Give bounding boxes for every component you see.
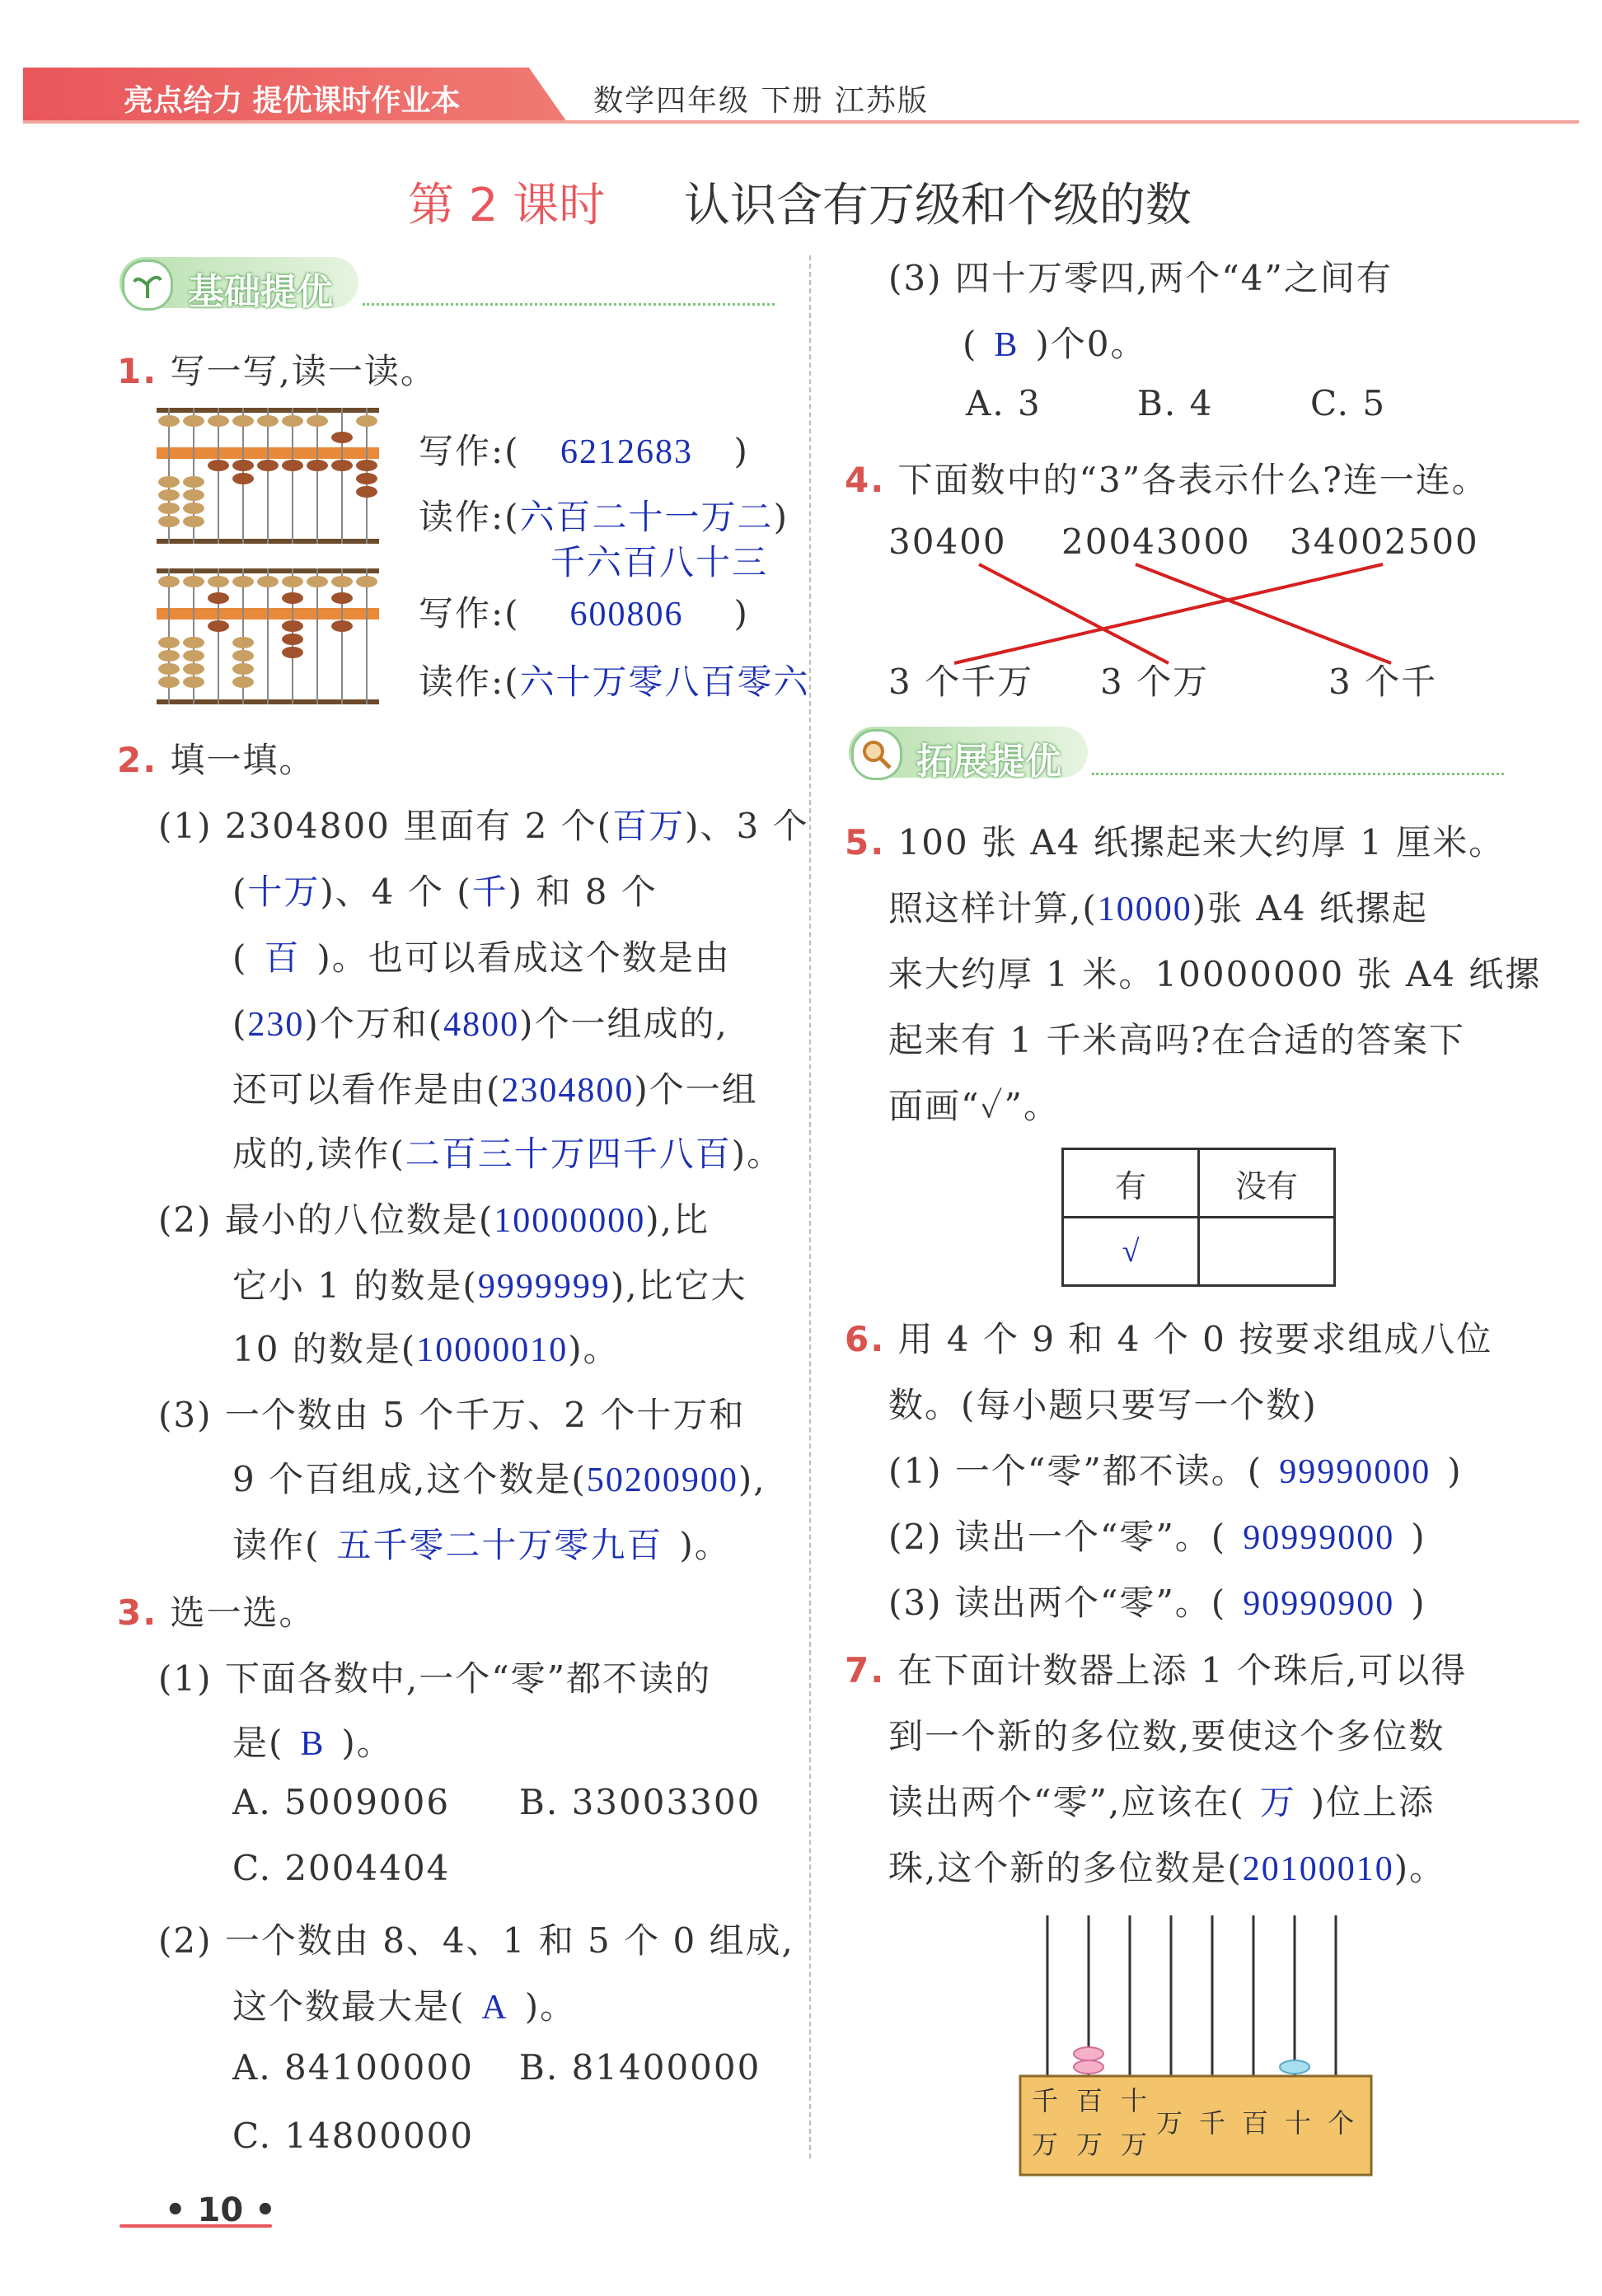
read-label: 读作:( <box>419 662 520 702</box>
q7-line1: 7. 在下面计数器上添 1 个珠后,可以得 <box>845 1650 1468 1690</box>
q2-p1-line5: 还可以看作是由(2304800)个一组 <box>232 1069 758 1110</box>
q4 <box>845 453 1488 503</box>
q2-number: 2. <box>117 740 158 780</box>
abacus-2 <box>157 568 379 704</box>
q1-a-read-answer-2: 千六百八十三 <box>550 545 769 582</box>
close-paren: ) <box>733 431 749 471</box>
section-divider <box>1092 773 1504 775</box>
col-yes: 有 <box>1063 1149 1199 1218</box>
q3-p1-line1: (1) 下面各数中,一个“零”都不读的 <box>158 1658 712 1699</box>
counter-label-bottom: 万万万 <box>1032 2129 1166 2160</box>
q1-text: 写一写,读一读。 <box>170 351 437 391</box>
q4-top-1: 30400 <box>888 521 1007 562</box>
q1-a-write <box>419 424 749 474</box>
q2-p3-line3: 读作( 五千零二十万零九百 )。 <box>232 1525 731 1565</box>
q2-p1-line2: (十万)、4 个 (千) 和 8 个 <box>232 872 658 912</box>
q3-text: 选一选。 <box>170 1592 316 1633</box>
connect-line-3 <box>954 564 1383 663</box>
q1-a-read-answer-1: 六百二十一万二 <box>519 499 774 537</box>
brand-title: 亮点给力 提优课时作业本 <box>124 84 461 118</box>
connect-line-1 <box>979 564 1169 663</box>
q2-p1-line1: (1) 2304800 里面有 2 个(百万)、3 个 <box>158 806 809 846</box>
header-line <box>23 120 1579 124</box>
q2 <box>117 733 316 783</box>
q2-p3-line2: 9 个百组成,这个数是(50200900), <box>232 1459 766 1499</box>
lesson-topic: 认识含有万级和个级的数 <box>683 179 1192 232</box>
page-title <box>408 169 1192 235</box>
write-label: 写作:( <box>419 593 520 634</box>
q3-p3-optC: C. 5 <box>1310 383 1387 423</box>
q3-p2-optA: A. 84100000 <box>232 2047 474 2088</box>
q3-p2-optC: C. 14800000 <box>232 2116 475 2156</box>
q1 <box>117 344 437 394</box>
q2-p1-line3: ( 百 )。也可以看成这个数是由 <box>232 938 731 978</box>
q1-number: 1. <box>117 351 158 391</box>
q4-top-2: 20043000 <box>1061 521 1251 562</box>
q2-p2-line1: (2) 最小的八位数是(10000000),比 <box>158 1199 710 1240</box>
q1-b-write-answer: 600806 <box>569 596 684 634</box>
q3-p2-line2: 这个数最大是( A )。 <box>232 1986 577 2027</box>
cell-yes-check: √ <box>1063 1218 1199 1286</box>
q4-bottom-3: 3 个千 <box>1328 662 1438 702</box>
q3-p1-optB: B. 33003300 <box>519 1782 761 1822</box>
q4-top-3: 34002500 <box>1290 521 1479 562</box>
q3-p3-line2: ( B )个0。 <box>963 324 1147 364</box>
q2-text: 填一填。 <box>170 740 316 780</box>
q2-p2-line2: 它小 1 的数是(9999999),比它大 <box>232 1265 747 1306</box>
q6-p1: (1) 一个“零”都不读。( 99990000 ) <box>888 1451 1463 1491</box>
q5-line1: 5. 100 张 A4 纸摞起来大约厚 1 厘米。 <box>845 822 1506 863</box>
page-number: • 10 • <box>165 2191 276 2229</box>
q6-number: 6. <box>845 1319 886 1359</box>
q3 <box>117 1586 316 1635</box>
q4-text: 下面数中的“3”各表示什么?连一连。 <box>897 460 1488 500</box>
q2-p1-line6: 成的,读作(二百三十万四千八百)。 <box>232 1134 784 1174</box>
close-paren: ) <box>733 593 749 634</box>
sprout-icon <box>122 260 173 311</box>
q7-number: 7. <box>845 1650 886 1690</box>
q5-number: 5. <box>845 822 886 863</box>
q2-p1-line4: (230)个万和(4800)个一组成的, <box>232 1003 728 1044</box>
q3-p2-line1: (2) 一个数由 8、4、1 和 5 个 0 组成, <box>158 1920 794 1961</box>
q3-p1-line2: 是( B )。 <box>232 1723 393 1763</box>
section-basic-title: 基础提优 <box>188 271 333 313</box>
close-paren: ) <box>773 497 789 537</box>
q5-line3: 来大约厚 1 米。10000000 张 A4 纸摞 <box>888 954 1542 994</box>
q4-number: 4. <box>845 460 886 500</box>
q4-bottom-1: 3 个千万 <box>888 662 1034 702</box>
q3-p1-optA: A. 5009006 <box>232 1782 451 1822</box>
q1-b-write <box>419 587 749 636</box>
column-divider <box>809 255 811 2158</box>
q3-p3-line1: (3) 四十万零四,两个“4”之间有 <box>888 258 1393 298</box>
section-extend-title: 拓展提优 <box>916 741 1061 783</box>
q5-line2: 照这样计算,(10000)张 A4 纸摞起 <box>888 888 1428 928</box>
abacus-1 <box>157 408 379 544</box>
counter-label-top: 千百十 <box>1032 2085 1166 2116</box>
lesson-number: 第 2 课时 <box>408 179 606 232</box>
q3-p1-optC: C. 2004404 <box>232 1848 451 1888</box>
section-divider <box>363 303 775 306</box>
q1-b-read-answer: 六十万零八百零六 <box>519 664 810 702</box>
q3-p3-optB: B. 4 <box>1137 383 1214 423</box>
q7-line4: 珠,这个新的多位数是(20100010)。 <box>888 1848 1446 1888</box>
q2-p2-line3: 10 的数是(10000010)。 <box>232 1329 620 1369</box>
write-label: 写作:( <box>419 431 520 471</box>
q3-number: 3. <box>117 1592 158 1633</box>
q3-p2-optB: B. 81400000 <box>519 2047 761 2088</box>
q6-p2: (2) 读出一个“零”。( 90999000 ) <box>888 1517 1426 1557</box>
q1-b-read <box>419 655 810 704</box>
cell-no-empty <box>1199 1218 1335 1286</box>
q7-line2: 到一个新的多位数,要使这个多位数 <box>888 1716 1445 1756</box>
q6-line2: 数。(每小题只要写一个数) <box>888 1385 1318 1425</box>
book-info: 数学四年级 下册 江苏版 <box>593 84 929 118</box>
magnifier-icon <box>851 729 902 780</box>
q5-line5: 面画“✓”。 <box>888 1086 1061 1126</box>
counter-label-single: 万千百十个 <box>1156 2107 1371 2139</box>
q3-p3-optA: A. 3 <box>966 383 1042 423</box>
q6-p3: (3) 读出两个“零”。( 90990900 ) <box>888 1583 1426 1623</box>
q4-connect-lines <box>874 552 1434 684</box>
col-no: 没有 <box>1199 1149 1335 1218</box>
q6-line1: 6. 用 4 个 9 和 4 个 0 按要求组成八位 <box>845 1319 1493 1359</box>
q1-a-write-answer: 6212683 <box>560 433 694 471</box>
q5-line4: 起来有 1 千米高吗?在合适的答案下 <box>888 1020 1465 1060</box>
q2-p3-line1: (3) 一个数由 5 个千万、2 个十万和 <box>158 1395 746 1435</box>
q4-bottom-2: 3 个万 <box>1100 662 1210 702</box>
read-label: 读作:( <box>419 497 520 537</box>
q1-a-read <box>419 490 789 540</box>
q5-answer-table <box>1061 1148 1336 1287</box>
q7-line3: 读出两个“零”,应该在( 万 )位上添 <box>888 1782 1436 1822</box>
